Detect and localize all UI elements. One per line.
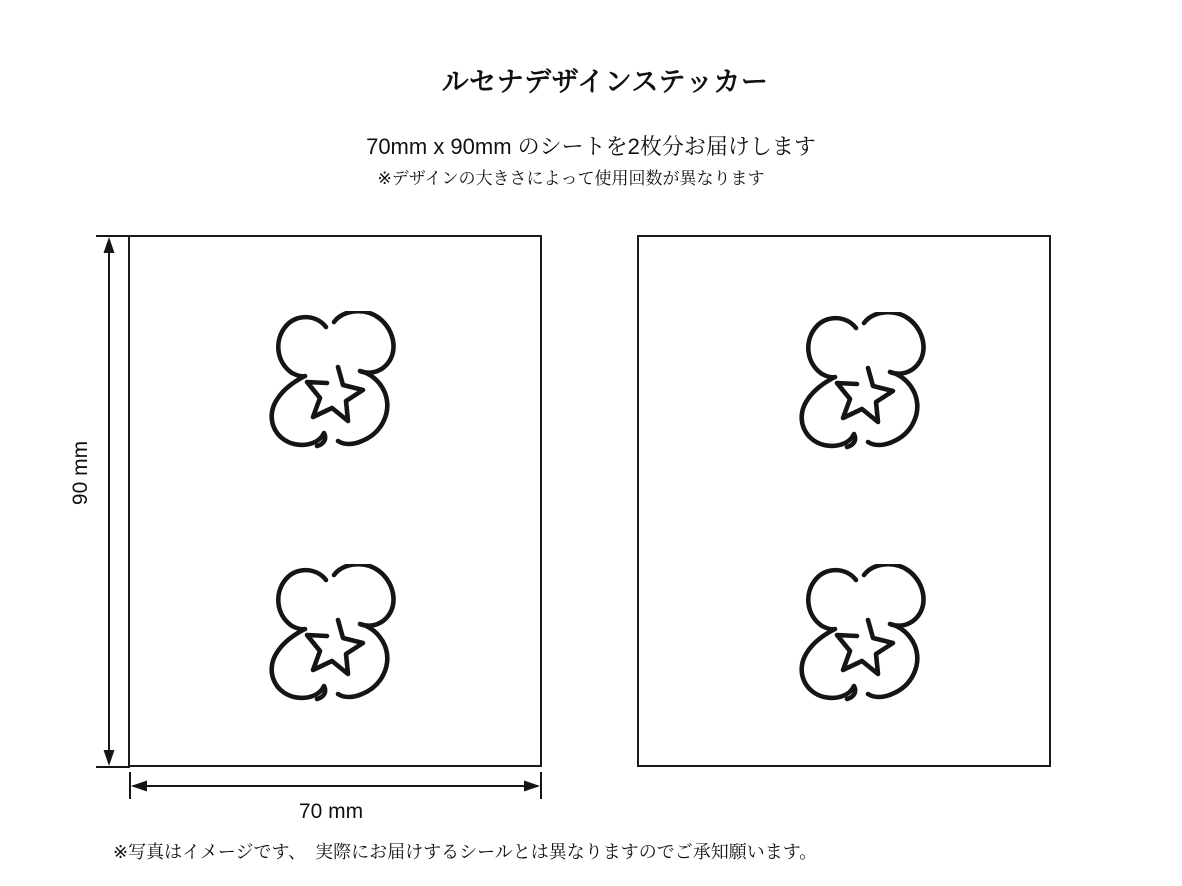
- disclaimer-text: ※写真はイメージです、 実際にお届けするシールとは異なりますのでご承知願います。: [113, 842, 818, 862]
- arrowhead-right-icon: [524, 781, 540, 792]
- height-dimension-label: 90 mm: [69, 440, 92, 506]
- arrowhead-left-icon: [131, 781, 147, 792]
- sticker-sheet-2: [637, 235, 1051, 767]
- flower-star-sticker: [250, 564, 410, 710]
- usage-note: ※デザインの大きさによって使用回数が異なります: [377, 169, 765, 188]
- width-dimension-label: 70 mm: [298, 800, 364, 823]
- flower-star-sticker: [780, 312, 940, 458]
- product-title: ルセナデザインステッカー: [441, 67, 769, 97]
- flower-star-sticker: [250, 311, 410, 457]
- sticker-sheet-1: [128, 235, 542, 767]
- sheet-size-description: 70mm x 90mm のシートを2枚分お届けします: [366, 134, 816, 159]
- flower-star-sticker: [780, 564, 940, 710]
- arrowhead-up-icon: [104, 237, 115, 253]
- arrowhead-down-icon: [104, 750, 115, 766]
